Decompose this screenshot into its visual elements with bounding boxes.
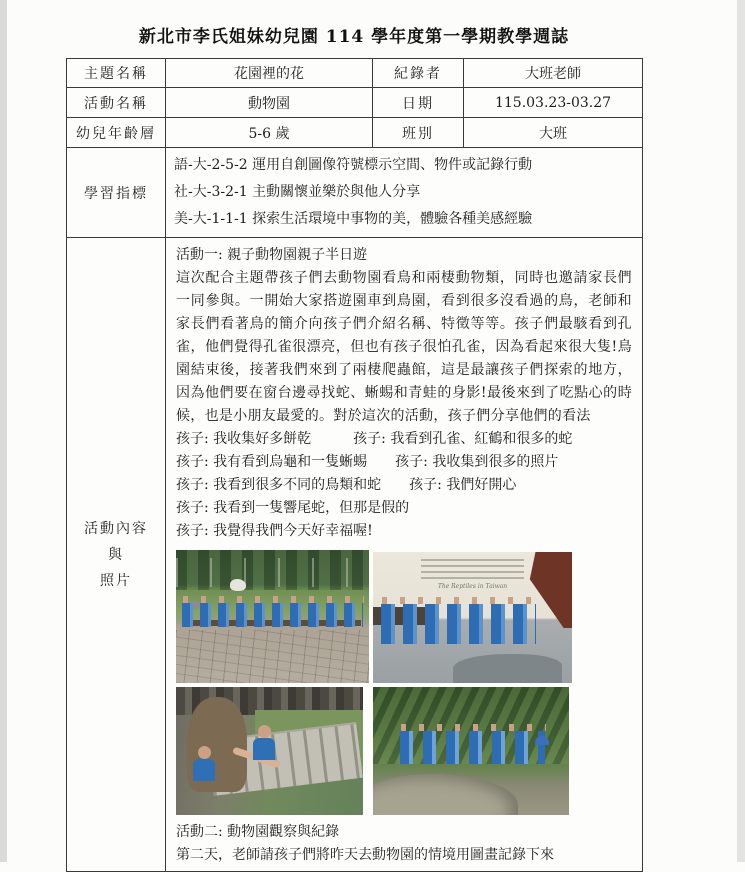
photo-children-group bbox=[381, 604, 536, 643]
learning-indicators-cell bbox=[166, 148, 643, 238]
activity-content-label-line1: 活動內容 bbox=[84, 520, 148, 537]
class-label: 班別 bbox=[373, 118, 464, 148]
indicator-line-aesthetic: 美-大-1-1-1 探索生活環境中事物的美，體驗各種美感經驗 bbox=[174, 211, 533, 227]
table-row bbox=[67, 59, 643, 88]
photo-pond-railing bbox=[176, 687, 363, 815]
photo-large-rock bbox=[373, 774, 518, 815]
photo-child-body bbox=[193, 759, 215, 781]
table-row bbox=[67, 148, 643, 238]
date-value: 115.03.23-03.27 bbox=[464, 88, 643, 118]
photo-mural-caption: The Reptiles in Taiwan bbox=[437, 583, 508, 591]
scan-edge-left bbox=[0, 0, 7, 862]
photo-brick-pavement bbox=[176, 630, 369, 683]
photo-grid bbox=[176, 550, 632, 815]
child-quote-line: 孩子: 我有看到烏龜和一隻蜥蜴 孩子: 我收集到很多的照片 bbox=[176, 454, 559, 470]
photo-wall-text-block bbox=[421, 559, 524, 581]
page-title: 新北市李氏姐妹幼兒園 114 學年度第一學期教學週誌 bbox=[138, 27, 570, 47]
activity-content-label-line2: 與 bbox=[108, 546, 124, 563]
activity1-body: 這次配合主題帶孩子們去動物園看鳥和兩棲動物類，同時也邀請家長們一同參與。一開始大家搭遊園車到鳥園，看到很多沒看過的鳥，老師和家長們看著鳥的簡介向孩子們介紹名稱、特徵等等。孩子們最駭看到孔雀，他們覺得孔雀很漂亮，但也有孩子很怕孔雀，因為看起來很大隻!鳥園結束後，接著我們來到了兩棲爬蟲館，這是最讓孩子們探索的地方，因為他們要在窗台邊尋找蛇、蜥蜴和青蛙的身影!最後來到了吃點心的時候，也是小朋友最愛的。對於這次的活動，孩子們分享他們的看法 bbox=[176, 270, 632, 424]
indicator-line-social: 社-大-3-2-1 主動關懷並樂於與他人分享 bbox=[174, 184, 421, 200]
age-group-label: 幼兒年齡層 bbox=[67, 118, 166, 148]
photo-forest-rock-group bbox=[373, 687, 569, 815]
activity1-title: 活動一: 親子動物園親子半日遊 bbox=[176, 247, 368, 263]
child-quote-line: 孩子: 我看到一隻響尾蛇，但那是假的 bbox=[176, 500, 410, 516]
photo-row-top bbox=[176, 550, 632, 683]
activity-name-label: 活動名稱 bbox=[67, 88, 166, 118]
date-label: 日期 bbox=[373, 88, 464, 118]
photo-tree-trunks bbox=[176, 558, 369, 587]
recorder-label: 紀錄者 bbox=[373, 59, 464, 88]
child-quote-line: 孩子: 我覺得我們今天好幸福喔! bbox=[176, 523, 373, 539]
activity-content-label-line3: 照片 bbox=[100, 572, 132, 589]
table-row bbox=[67, 118, 643, 148]
scan-edge-right bbox=[737, 0, 745, 862]
table-row bbox=[67, 88, 643, 118]
activity-content-label-cell bbox=[67, 238, 166, 872]
weekly-journal-table bbox=[66, 58, 643, 872]
photo-zoo-bench-group bbox=[176, 550, 369, 683]
activity2-title: 活動二: 動物園觀察與紀錄 bbox=[176, 824, 340, 840]
table-row bbox=[67, 238, 643, 872]
activity-content-cell bbox=[166, 238, 643, 872]
photo-reptile-hall-group bbox=[373, 552, 572, 683]
learning-indicators-label: 學習指標 bbox=[67, 148, 166, 238]
child-quote-line: 孩子: 我收集好多餅乾 孩子: 我看到孔雀、紅鶴和很多的蛇 bbox=[176, 431, 573, 447]
age-group-value: 5-6 歲 bbox=[166, 118, 373, 148]
photo-row-bottom bbox=[176, 687, 632, 815]
theme-name-label: 主題名稱 bbox=[67, 59, 166, 88]
recorder-value: 大班老師 bbox=[464, 59, 643, 88]
photo-child-body bbox=[253, 738, 275, 760]
photo-children-row bbox=[182, 603, 363, 627]
class-value: 大班 bbox=[464, 118, 643, 148]
photo-floor-patch bbox=[453, 654, 562, 683]
activity2-body: 第二天，老師請孩子們將昨天去動物園的情境用圖畫記錄下來 bbox=[176, 847, 554, 863]
theme-name-value: 花園裡的花 bbox=[166, 59, 373, 88]
activity-name-value: 動物園 bbox=[166, 88, 373, 118]
photo-animal-statue bbox=[230, 579, 246, 591]
photo-children-row bbox=[400, 731, 545, 764]
child-quote-line: 孩子: 我看到很多不同的鳥類和蛇 孩子: 我們好開心 bbox=[176, 477, 517, 493]
indicator-line-language: 語-大-2-5-2 運用自創圖像符號標示空間、物件或記錄行動 bbox=[174, 157, 533, 173]
